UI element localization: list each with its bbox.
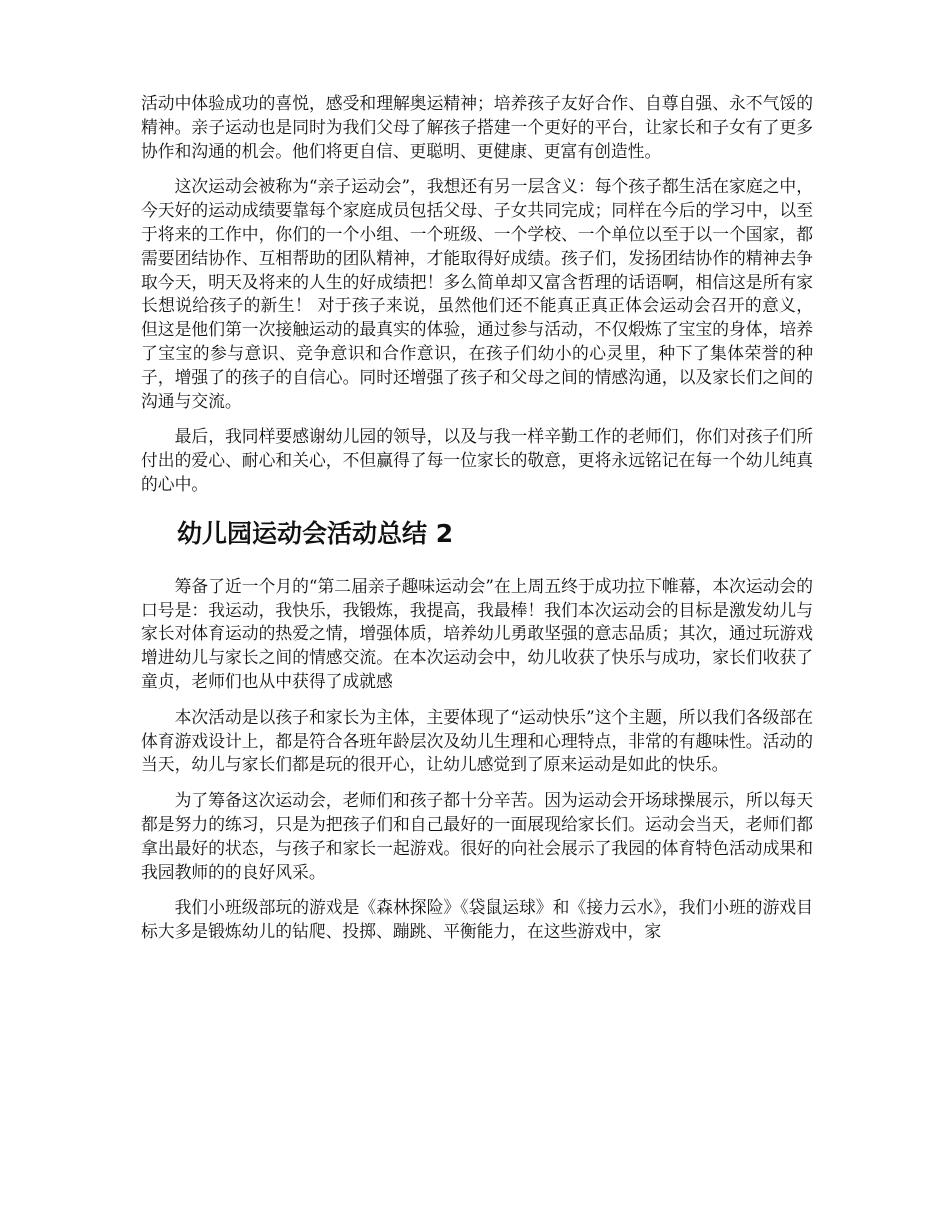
- paragraph-parent-child-meaning: 这次运动会被称为“亲子运动会”，我想还有另一层含义：每个孩子都生活在家庭之中，今天好的运动成绩要靠每个家庭成员包括父母、子女共同完成；同样在今后的学习中，以至于将来的工作中，你们的一个小组、一个班级、一个学校、一个单位以至于以一个国家，都需要团结协作、互相帮助的团队精神，才能取得好成绩。孩子们，发扬团结协作的精神去争取今天，明天及将来的人生的好成绩把！多么简单却又富含哲理的话语啊，相信这是所有家长想说给孩子的新生！ 对于孩子来说，虽然他们还不能真正真正体会运动会召开的意义，但这是他们第一次接触运动的最真实的体验，通过参与活动，不仅煅炼了宝宝的身体，培养了宝宝的参与意识、竞争意识和合作意识，在孩子们幼小的心灵里，种下了集体荣誉的种子，增强了的孩子的自信心。同时还增强了孩子和父母之间的情感沟通，以及家长们之间的沟通与交流。: [141, 176, 813, 411]
- paragraph-preparation: 筹备了近一个月的“第二届亲子趣味运动会”在上周五终于成功拉下帷幕，本次运动会的口号是：我运动，我快乐，我锻炼，我提高，我最棒！我们本次运动会的目标是激发幼儿与家长对体育运动的热爱之情，增强体质，培养幼儿勇敢坚强的意志品质；其次，通过玩游戏增进幼儿与家长之间的情感交流。在本次运动会中，幼儿收获了快乐与成功，家长们收获了童贞，老师们也从中获得了成就感: [141, 575, 813, 691]
- paragraph-continued: 活动中体验成功的喜悦，感受和理解奥运精神；培养孩子友好合作、自尊自强、永不气馁的精神。亲子运动也是同时为我们父母了解孩子搭建一个更好的平台，让家长和子女有了更多协作和沟通的机会。他们将更自信、更聪明、更健康、更富有创造性。: [141, 93, 813, 161]
- paragraph-theme: 本次活动是以孩子和家长为主体，主要体现了“运动快乐”这个主题，所以我们各级部在体育游戏设计上，都是符合各班年龄层次及幼儿生理和心理特点，非常的有趣味性。活动的当天，幼儿与家长们都是玩的很开心，让幼儿感觉到了原来运动是如此的快乐。: [141, 706, 813, 775]
- section-heading-2: 幼儿园运动会活动总结 2: [177, 518, 454, 548]
- document-page: [141, 92, 813, 956]
- paragraph-thanks: 最后，我同样要感谢幼儿园的领导，以及与我一样辛勤工作的老师们，你们对孩子们所付出的爱心、耐心和关心，不但赢得了每一位家长的敬意，更将永远铭记在每一个幼儿纯真的心中。: [141, 426, 813, 494]
- paragraph-teachers-effort: 为了筹备这次运动会，老师们和孩子都十分辛苦。因为运动会开场球操展示，所以每天都是努力的练习，只是为把孩子们和自己最好的一面展现给家长们。运动会当天，老师们都拿出最好的状态，与孩子和家长一起游戏。很好的向社会展示了我园的体育特色活动成果和我园教师的的良好风采。: [141, 790, 813, 882]
- paragraph-small-class-games: 我们小班级部玩的游戏是《森林探险》《袋鼠运球》和《接力云水》，我们小班的游戏目标大多是锻炼幼儿的钻爬、投掷、蹦跳、平衡能力，在这些游戏中，家: [141, 897, 813, 942]
